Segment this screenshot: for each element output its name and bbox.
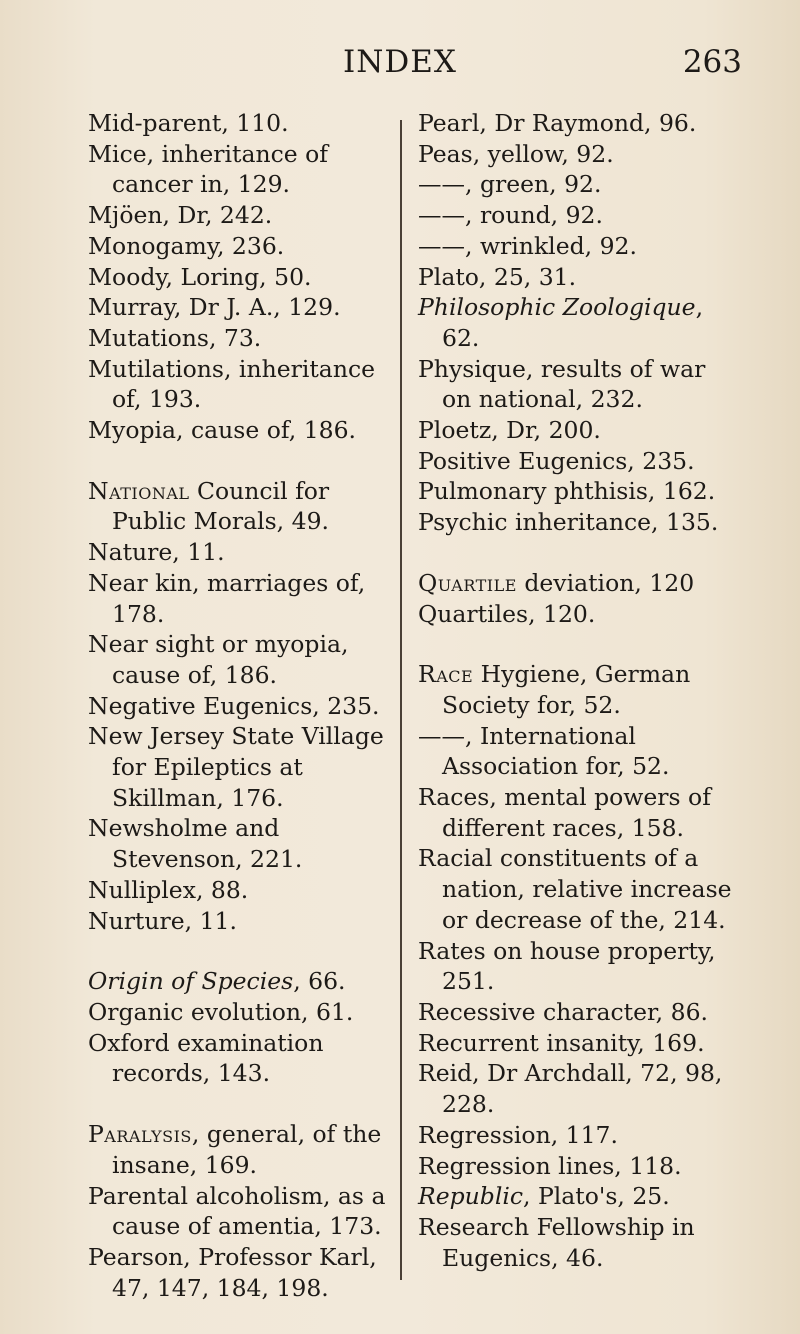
section-lead-word: Quartile xyxy=(418,568,517,597)
index-entry: Ploetz, Dr, 200. xyxy=(418,416,601,445)
book-title: Origin of Species xyxy=(88,967,294,996)
index-entry: Nurture, 11. xyxy=(88,906,237,935)
section-gap xyxy=(418,538,738,568)
index-entry: Pearl, Dr Raymond, 96. xyxy=(418,109,697,137)
entry-text: , 66. xyxy=(293,967,346,996)
index-entry: Peas, yellow, 92. xyxy=(418,139,614,168)
index-entry: Mice, inheritance of cancer in, 129. xyxy=(88,139,329,199)
index-entry xyxy=(88,476,388,537)
page-number: 263 xyxy=(682,44,742,80)
section-lead-word: Paralysis xyxy=(88,1120,192,1149)
index-entry: Racial constituents of a nation, relative increase or decrease of the, 214. xyxy=(418,844,732,934)
index-entry: Research Fellowship in Eugenics, 46. xyxy=(418,1212,695,1272)
index-entry: Rates on house property, 251. xyxy=(418,936,716,996)
index-entry: Near kin, marriages of, 178. xyxy=(88,568,366,628)
index-entry: Regression, 117. xyxy=(418,1120,618,1149)
index-entry: Myopia, cause of, 186. xyxy=(88,416,357,445)
column-divider xyxy=(400,120,402,1280)
index-entry: Physique, results of war on national, 232. xyxy=(418,354,706,414)
index-entry: Newsholme and Stevenson, 221. xyxy=(88,814,303,874)
index-entry: Nature, 11. xyxy=(88,538,225,567)
index-entry: Negative Eugenics, 235. xyxy=(88,691,380,720)
index-entry: ——, round, 92. xyxy=(418,201,603,230)
left-column xyxy=(88,108,388,1303)
index-entry: ——, International Association for, 52. xyxy=(418,721,670,781)
index-entry: Moody, Loring, 50. xyxy=(88,262,312,291)
index-entry: Mjöen, Dr, 242. xyxy=(88,201,273,230)
index-entry: New Jersey State Village for Epileptics at Skillman, 176. xyxy=(88,722,384,812)
index-entry: Mid-parent, 110. xyxy=(88,109,289,137)
section-gap xyxy=(88,1089,388,1119)
entry-text: , 62. xyxy=(442,293,704,352)
index-entry: Parental alcoholism, as a cause of amentia, 173. xyxy=(88,1181,386,1241)
section-gap xyxy=(88,936,388,966)
section-gap xyxy=(418,629,738,659)
index-entry: Recurrent insanity, 169. xyxy=(418,1028,705,1057)
index-entry: Mutilations, inheritance of, 193. xyxy=(88,354,376,414)
index-entry: Monogamy, 236. xyxy=(88,231,285,260)
page-title: INDEX xyxy=(343,44,457,80)
index-entry: Murray, Dr J. A., 129. xyxy=(88,293,341,322)
entry-text: , Plato's, 25. xyxy=(523,1182,670,1211)
index-entry: Mutations, 73. xyxy=(88,323,262,352)
section-lead-word: Race xyxy=(418,660,474,689)
book-title: Philosophic Zoologique xyxy=(418,293,696,322)
section-gap xyxy=(88,446,388,476)
entry-text: Council for Public Morals, 49. xyxy=(112,476,330,536)
index-entry: Oxford examination records, 143. xyxy=(88,1028,324,1088)
right-column xyxy=(418,108,738,1273)
index-entry: Positive Eugenics, 235. xyxy=(418,446,695,475)
index-entry xyxy=(88,1119,388,1180)
index-entry: Quartiles, 120. xyxy=(418,599,596,628)
index-entry: Races, mental powers of different races, 158. xyxy=(418,783,711,842)
index-entry: Organic evolution, 61. xyxy=(88,997,354,1026)
index-entry: Pulmonary phthisis, 162. xyxy=(418,477,716,506)
index-entry xyxy=(418,659,738,720)
entry-text: , general, of the insane, 169. xyxy=(112,1120,382,1179)
index-entry: Regression lines, 118. xyxy=(418,1151,682,1180)
index-entry: Pearson, Professor Karl, 47, 147, 184, 198. xyxy=(88,1242,377,1302)
page-header xyxy=(0,44,800,84)
book-title: Republic xyxy=(418,1182,524,1211)
entry-text: Hygiene, German Society for, 52. xyxy=(442,660,691,719)
index-entry: Reid, Dr Archdall, 72, 98, 228. xyxy=(418,1059,723,1119)
index-entry xyxy=(88,966,388,997)
index-entry: Psychic inheritance, 135. xyxy=(418,508,719,537)
index-entry: Plato, 25, 31. xyxy=(418,262,577,291)
index-entry: Near sight or myopia, cause of, 186. xyxy=(88,630,349,689)
index-entry xyxy=(418,292,738,353)
index-entry: ——, wrinkled, 92. xyxy=(418,231,637,260)
entry-text: deviation, 120 xyxy=(516,568,695,597)
index-entry: ——, green, 92. xyxy=(418,170,602,199)
index-entry xyxy=(418,568,738,599)
section-lead-word: National xyxy=(88,476,190,505)
index-entry: Recessive character, 86. xyxy=(418,997,708,1026)
index-entry xyxy=(418,1181,738,1212)
index-entry: Nulliplex, 88. xyxy=(88,875,249,904)
